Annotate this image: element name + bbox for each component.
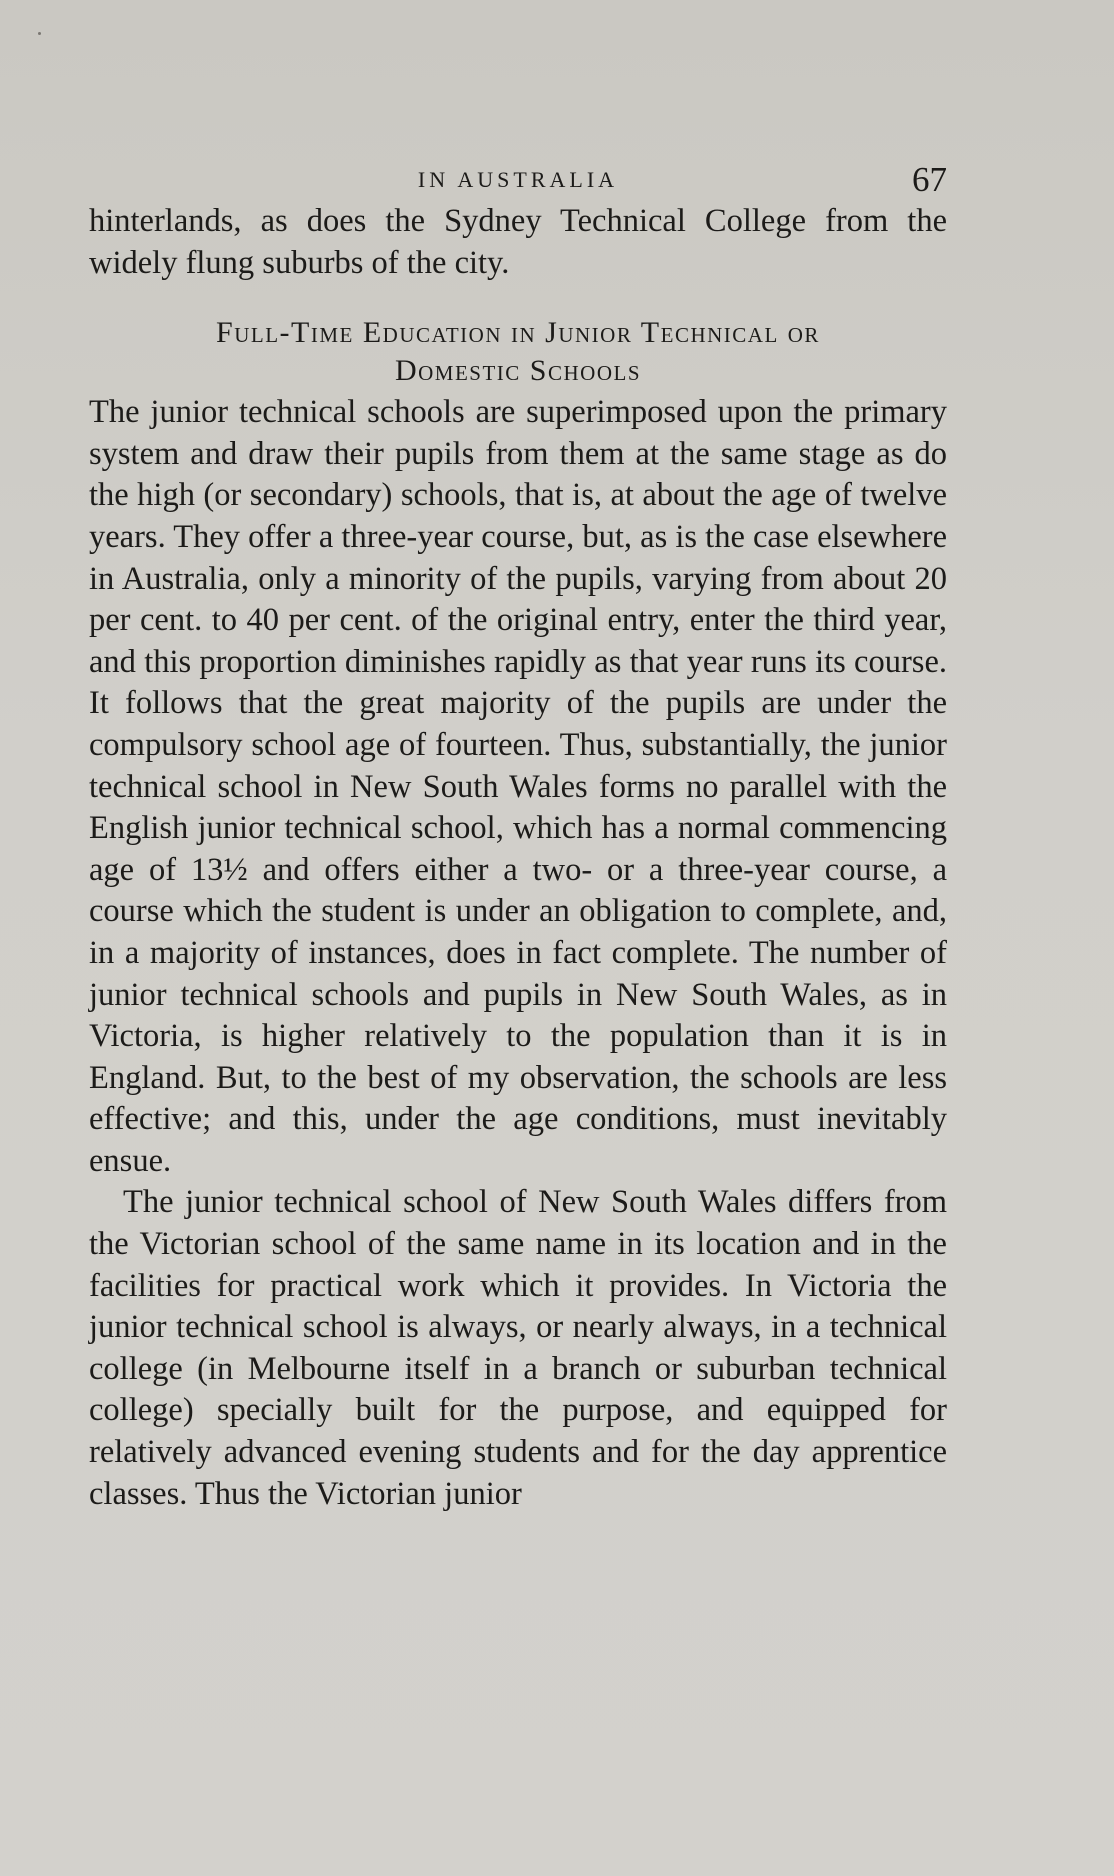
page-number: 67 [912, 160, 947, 199]
paragraph-junior-technical-schools: The junior technical schools are superimposed upon the primary system and draw their pupils from them at the same stage as do the high (or secondary) schools, that is, at about the age of twelve years. They offer a three-year course, but, as is the case elsewhere in Australia, only a minority of the pupils, varying from about 20 per cent. to 40 per cent. of the original entry, enter the third year, and this proportion diminishes rapidly as that year runs its course. It follows that the great majority of the pupils are under the compulsory school age of fourteen. Thus, substantially, the junior technical school in New South Wales forms no parallel with the English junior technical school, which has a normal commencing age of 13½ and offers either a two- or a three-year course, a course which the student is under an obligation to complete, and, in a majority of instances, does in fact complete. The number of junior technical schools and pupils in New South Wales, as in Victoria, is higher relatively to the population than it is in England. But, to the best of my observation, the schools are less effective; and this, under the age conditions, must inevitably ensue. [89, 394, 947, 1179]
body-text [89, 201, 947, 1515]
section-heading [89, 314, 947, 390]
section-heading-line-2: Domestic Schools [394, 354, 642, 388]
dust-speck [38, 32, 41, 35]
book-page [89, 155, 947, 1515]
section-heading-line-1: Full-Time Education in Junior Technical or [216, 316, 820, 350]
opening-paragraph: hinterlands, as does the Sydney Technical College from the widely flung suburbs of the city. [89, 203, 947, 281]
running-head-title: IN AUSTRALIA [417, 167, 619, 192]
running-head [89, 155, 947, 201]
paragraph-nsw-vs-victoria: The junior technical school of New South Wales differs from the Victorian school of the same name in its location and in the facilities for practical work which it provides. In Victoria the junior technical school is always, or nearly always, in a technical college (in Melbourne itself in a branch or suburban technical college) specially built for the purpose, and equipped for relatively advanced evening students and for the day apprentice classes. Thus the Victorian junior [89, 1184, 947, 1512]
